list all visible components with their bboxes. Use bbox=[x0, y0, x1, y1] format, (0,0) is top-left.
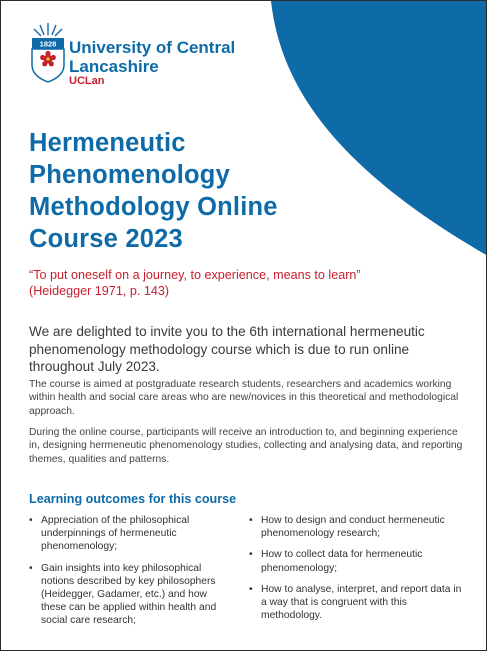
list-item bbox=[249, 514, 464, 540]
bullet-icon: • bbox=[29, 562, 33, 574]
university-logo bbox=[29, 21, 236, 91]
university-short-name: UCLan bbox=[69, 75, 105, 87]
bullet-icon: • bbox=[249, 583, 253, 595]
intro-text: We are delighted to invite you to the 6th international hermeneutic phenomenology methodology course which is due to run online throughout July 2023. bbox=[29, 324, 425, 374]
list-item bbox=[29, 562, 229, 628]
learning-outcomes-heading: Learning outcomes for this course bbox=[29, 492, 237, 506]
bullet-icon: • bbox=[249, 515, 253, 526]
quote-source: (Heidegger 1971, p. 143) bbox=[29, 284, 170, 298]
paragraph-audience: The course is aimed at postgraduate research students, researchers and academics working within health and social care areas who are new/novices in this theoretical and methodological approach. bbox=[29, 379, 459, 417]
learning-outcomes-right-list bbox=[249, 514, 464, 630]
course-title: Hermeneutic Phenomenology Methodology Online Course 2023 bbox=[29, 129, 278, 253]
bullet-icon: • bbox=[249, 549, 253, 561]
list-item bbox=[249, 583, 464, 623]
university-name: University of Central Lancashire bbox=[69, 38, 236, 76]
quote-text: “To put oneself on a journey, to experience, means to learn” bbox=[29, 268, 361, 282]
outcome-text: Gain insights into key philosophical notions described by key philosophers (Heidegger, Gadamer, etc.) and how these can be applied within health and social care research; bbox=[41, 562, 217, 627]
outcome-text: Appreciation of the philosophical underpinnings of hermeneutic phenomenology; bbox=[41, 515, 190, 553]
list-item bbox=[249, 548, 464, 574]
heidegger-quote bbox=[29, 267, 469, 299]
list-item bbox=[29, 514, 229, 554]
outcome-text: How to design and conduct hermeneutic phenomenology research; bbox=[261, 515, 445, 540]
crest-year: 1828 bbox=[39, 39, 57, 49]
learning-outcomes-left-list bbox=[29, 514, 229, 636]
outcome-text: How to analyse, interpret, and report data in a way that is congruent with this methodology. bbox=[261, 583, 462, 622]
outcome-text: How to collect data for hermeneutic phenomenology; bbox=[261, 549, 423, 574]
bullet-icon: • bbox=[29, 515, 33, 526]
shield-crest-icon bbox=[29, 21, 67, 83]
paragraph-content: During the online course, participants will receive an introduction to, and beginning experience in, designing hermeneutic phenomenology studies, collecting and analysing data, and reporting themes, qualities and patterns. bbox=[29, 427, 463, 465]
